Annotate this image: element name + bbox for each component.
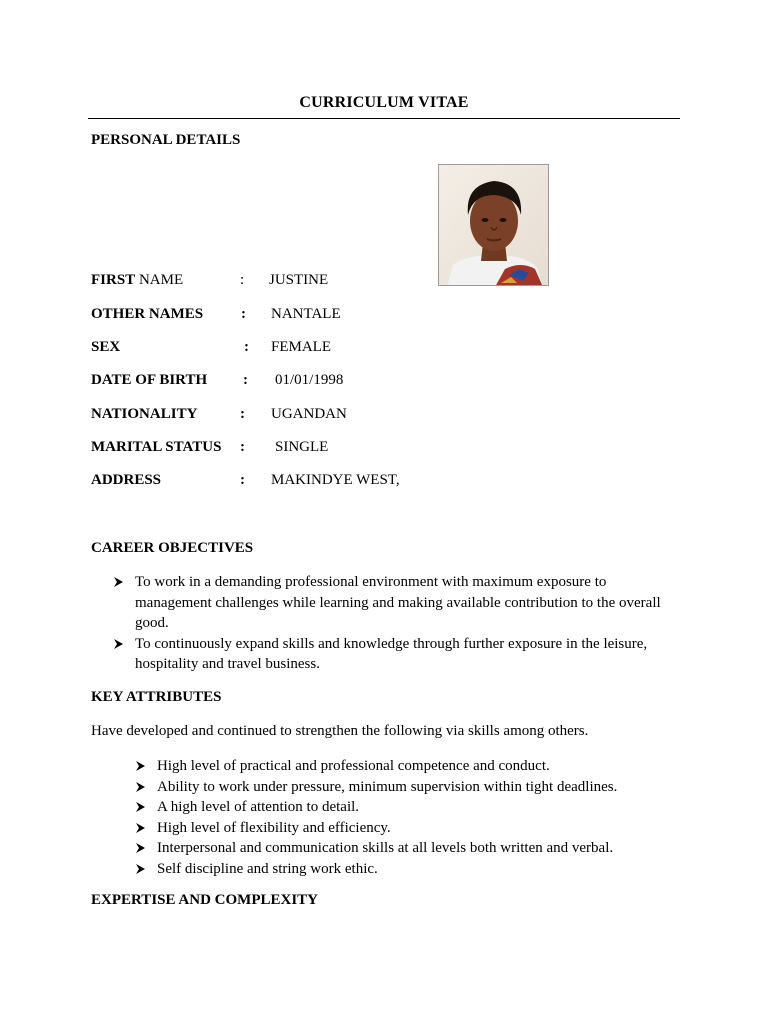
detail-row xyxy=(91,439,591,459)
detail-label-bold: FIRST xyxy=(91,272,136,288)
arrow-bullet-icon xyxy=(135,756,149,776)
detail-colon: : xyxy=(241,306,246,322)
career-objectives-heading: CAREER OBJECTIVES xyxy=(91,540,254,556)
list-item-text: Interpersonal and communication skills at all levels both written and verbal. xyxy=(157,840,614,856)
arrow-bullet-icon xyxy=(135,818,149,838)
detail-label xyxy=(91,472,161,489)
detail-value: UGANDAN xyxy=(271,406,347,422)
detail-colon: : xyxy=(240,439,245,455)
list-item-text: High level of practical and professional competence and conduct. xyxy=(157,758,550,774)
career-objectives-list xyxy=(113,572,673,675)
list-item xyxy=(135,818,655,839)
detail-value: SINGLE xyxy=(275,439,329,455)
detail-label-bold: MARITAL STATUS xyxy=(91,439,222,455)
detail-colon: : xyxy=(240,272,245,288)
list-item xyxy=(135,838,655,859)
detail-label-bold: SEX xyxy=(91,339,121,355)
list-item-text: A high level of attention to detail. xyxy=(157,799,360,815)
list-item-line: management challenges while learning and making available contribution to the overall xyxy=(135,594,661,611)
list-item-text: Self discipline and string work ethic. xyxy=(157,860,378,877)
arrow-bullet-icon xyxy=(135,838,149,858)
arrow-bullet-icon xyxy=(135,859,149,879)
detail-row xyxy=(91,406,591,426)
detail-row xyxy=(91,272,591,292)
portrait-photo xyxy=(438,164,549,286)
detail-label xyxy=(91,339,120,356)
expertise-heading: EXPERTISE AND COMPLEXITY xyxy=(91,892,319,908)
detail-value: NANTALE xyxy=(271,306,341,322)
detail-value: JUSTINE xyxy=(269,272,329,288)
detail-label xyxy=(91,406,197,423)
list-item-line: good. xyxy=(135,615,169,631)
list-item xyxy=(135,756,655,777)
arrow-bullet-icon xyxy=(113,572,127,592)
detail-label-bold: OTHER NAMES xyxy=(91,306,204,322)
list-item-line: To continuously expand skills and knowledge through further exposure in the leisure, xyxy=(135,635,648,652)
detail-colon: : xyxy=(243,372,248,388)
list-item xyxy=(135,777,655,798)
list-item-line: To work in a demanding professional environment with maximum exposure to xyxy=(135,574,607,590)
detail-label xyxy=(91,439,221,456)
page-title: CURRICULUM VITAE xyxy=(299,94,469,111)
detail-label xyxy=(91,372,207,389)
title-divider xyxy=(88,118,680,119)
detail-value: 01/01/1998 xyxy=(275,372,344,388)
key-attributes-list xyxy=(135,756,655,879)
arrow-bullet-icon xyxy=(135,797,149,817)
arrow-bullet-icon xyxy=(113,634,127,654)
detail-row xyxy=(91,372,591,392)
detail-value: FEMALE xyxy=(271,339,331,355)
detail-colon: : xyxy=(240,472,245,488)
detail-row xyxy=(91,306,591,326)
detail-label-bold: ADDRESS xyxy=(91,472,162,488)
detail-row xyxy=(91,472,591,492)
list-item xyxy=(135,859,655,880)
personal-details-heading: PERSONAL DETAILS xyxy=(91,132,241,148)
key-attributes-intro: Have developed and continued to strengthen the following via skills among others. xyxy=(91,723,589,739)
detail-value: MAKINDYE WEST, xyxy=(271,472,400,488)
detail-colon: : xyxy=(240,406,245,422)
list-item-text: Ability to work under pressure, minimum supervision within tight deadlines. xyxy=(157,778,618,795)
list-item xyxy=(113,572,673,634)
list-item xyxy=(135,797,655,818)
list-item xyxy=(113,634,673,675)
detail-label xyxy=(91,272,183,289)
detail-colon: : xyxy=(244,339,249,355)
detail-label-bold: NATIONALITY xyxy=(91,406,198,422)
detail-label xyxy=(91,306,203,323)
arrow-bullet-icon xyxy=(135,777,149,797)
list-item-text: High level of flexibility and efficiency. xyxy=(157,819,391,836)
detail-label-rest: NAME xyxy=(135,272,184,288)
key-attributes-heading: KEY ATTRIBUTES xyxy=(91,689,222,705)
list-item-line: hospitality and travel business. xyxy=(135,656,320,672)
detail-label-bold: DATE OF BIRTH xyxy=(91,372,208,388)
detail-row xyxy=(91,339,591,359)
